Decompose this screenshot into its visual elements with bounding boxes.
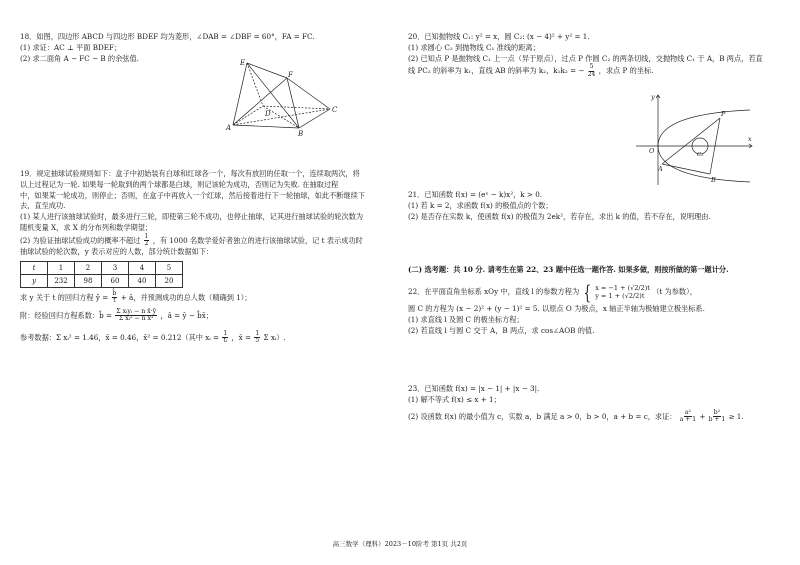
q21-part2: (2) 是否存在实数 k，使函数 f(x) 的极值为 2ek²，若存在，求出 k 的值，若不存在，说明理由.: [408, 211, 711, 221]
q18-figure: [225, 58, 355, 136]
page-footer: 高三数学（理科）2023－10阶考 第1页 共2页: [332, 540, 468, 548]
q23-fraction-1-numerator: a²: [684, 408, 691, 416]
q23-fraction-1-denominator: a + 1: [679, 415, 697, 423]
question-18: [20, 32, 382, 136]
table-header-cell: t: [21, 262, 48, 275]
q19-stem-line: 去，直至成功.: [20, 201, 66, 211]
q23-fraction-2-numerator: b²: [713, 408, 721, 416]
q22-stem-pre: 22．在平面直角坐标系 xOy 中，直线 l 的参数方程为: [408, 287, 580, 296]
q20-figure-label-o: O: [649, 147, 655, 155]
q19-fraction-denominator: 2: [144, 240, 149, 248]
q23-fraction-2: [709, 410, 726, 424]
q18-part1: (1) 求证：AC ⊥ 平面 BDEF；: [20, 42, 122, 52]
q20-part2-post: ，求点 P 的坐标.: [598, 66, 654, 76]
table-row: [21, 262, 183, 275]
q23-stem: 23．已知函数 f(x) = |x − 1| + |x − 3|.: [408, 384, 540, 393]
q18-figure-label-f: F: [288, 71, 293, 79]
q18-figure-label-d: D: [265, 110, 271, 118]
q19-probability-fraction: [144, 234, 150, 248]
section-2-text: (二) 选考题：共 10 分. 请考生在第 22、23 题中任选一题作答. 如果多做，则按所做的第一题计分.: [408, 265, 729, 274]
q19-data-table: [20, 261, 183, 288]
question-19: [20, 169, 382, 344]
q19-reference-denominator-1: tᵢ: [223, 337, 228, 345]
table-header-cell: 4: [129, 262, 156, 275]
table-cell: 232: [48, 275, 75, 288]
q22-parametric-equations: [581, 282, 649, 302]
q19-part2-post: ，有 1000 名数学爱好者独立的进行该抽球试验，记 t 表示成功时: [152, 235, 363, 245]
q19-reference-c: Σ xᵢ）.: [263, 332, 286, 342]
q19-regression-fraction: [112, 291, 118, 305]
table-header-cell: 2: [75, 262, 102, 275]
q22-part1: (1) 求直线 l 及圆 C 的极坐标方程；: [408, 314, 524, 324]
q22-equation-lines: [595, 284, 650, 300]
table-cell: y: [21, 275, 48, 288]
q18-stem: 18．如图，四边形 ABCD 与四边形 BDEF 均为菱形，∠DAB = ∠DBF = 60°，FA = FC.: [20, 32, 315, 41]
table-cell: 60: [102, 275, 129, 288]
q20-slope-denominator: 24: [587, 70, 596, 78]
q21-part1: (1) 若 k = 2，求函数 f(x) 的极值点的个数；: [408, 200, 553, 210]
q19-regression-pre: 求 y 关于 t 的回归方程 ŷ =: [20, 292, 109, 302]
q20-part2-line: (2) 已知点 P 是抛物线 C₁ 上一点（异于原点），过点 P 作圆 C₂ 的两条切线，交抛物线 C₁ 于 A，B 两点，若直: [408, 53, 763, 63]
table-header-cell: 3: [102, 262, 129, 275]
q20-figure-label-y: y: [651, 93, 655, 101]
q20-figure-label-a: A: [658, 165, 663, 173]
elective-section-heading: [408, 265, 780, 276]
q22-stem: [408, 282, 780, 302]
q19-part2-line: [20, 234, 382, 248]
table-row: [21, 275, 183, 288]
q20-figure-label-x: x: [748, 135, 752, 143]
q19-formula-line: [20, 309, 382, 323]
question-22: [408, 282, 780, 336]
q22-circle-line: 圆 C 的方程为 (x − 2)² + (y − 1)² = 5. 以原点 O 为极点，x 轴正半轴为极轴建立极坐标系.: [408, 304, 705, 313]
q23-part2-line: [408, 410, 780, 424]
q19-formula-numerator: Σ xᵢyᵢ − n x̄·ȳ: [116, 307, 157, 315]
q19-formula-label: 附：经验回归方程系数：b̂ =: [20, 310, 112, 320]
q19-regression-post: + â，并预测成功的总人数（精确到 1）；: [120, 292, 252, 302]
q20-slope-fraction: [588, 64, 596, 78]
q23-fraction-2-denominator: b + 1: [708, 415, 726, 423]
q19-reference-line: [20, 331, 382, 345]
q20-part2-line: [408, 64, 780, 78]
q22-equation-y: y = 1 + (√2/2)t: [595, 292, 645, 300]
q19-part2-line: 抽球试验的轮次数，y 表示对应的人数，部分统计数据如下：: [20, 247, 214, 257]
q19-reference-fraction-2: [254, 331, 260, 345]
q20-figure-label-c2: C₂: [697, 152, 704, 158]
q18-figure-label-a: A: [226, 124, 232, 132]
q19-regression-denominator: t: [113, 297, 116, 305]
q19-reference-numerator-2: 1: [255, 329, 260, 337]
q19-regression-line: [20, 291, 382, 305]
q19-part2-pre: (2) 为验证抽球试验成功的概率不超过: [20, 235, 141, 245]
q19-reference-b: ，x̄ =: [231, 332, 252, 342]
q22-stem-post: （t 为参数），: [652, 287, 697, 296]
q19-stem-line: 中，如果某一轮成功，则停止；否则，在盒子中再放入一个红球，然后接着进行下一轮抽球，如此不断继续下: [20, 190, 366, 200]
q19-reference-numerator-1: 1: [223, 329, 228, 337]
q19-formula-denominator: Σ xᵢ² − n x̄²: [118, 315, 154, 323]
table-cell: 20: [156, 275, 183, 288]
q20-part1: (1) 求圆心 C₂ 到抛物线 C₁ 准线的距离；: [408, 42, 540, 52]
q19-reference-fraction-1: [222, 331, 228, 345]
q23-fraction-1: [680, 410, 696, 424]
q23-part2-post: ≥ 1.: [728, 411, 744, 421]
q18-figure-label-b: B: [298, 130, 304, 136]
q18-figure-label-c: C: [332, 106, 338, 114]
q22-part2: (2) 若直线 l 与圆 C 交于 A，B 两点，求 cos∠AOB 的值.: [408, 325, 595, 335]
table-cell: 98: [75, 275, 102, 288]
q22-equation-x: x = −1 + (√2/2)t: [595, 283, 650, 292]
q20-figure-label-p: P: [721, 110, 726, 118]
question-21: [408, 190, 780, 222]
q20-slope-numerator: 5: [589, 63, 594, 71]
table-header-cell: 1: [48, 262, 75, 275]
q19-part1-line: (1) 某人进行该抽球试验时，最多进行三轮，即使第三轮不成功，也停止抽球，记其进行抽球试验的轮次数为: [20, 212, 364, 222]
q19-stem-line: 以上过程记为一轮. 如果每一轮取到的两个球都是白球，则记该轮为成功，否则记为失败. 在抽取过程: [20, 179, 339, 189]
q21-stem: 21．已知函数 f(x) = (eˣ − k)x²，k > 0.: [408, 190, 543, 199]
q18-part2: (2) 求二面角 A − FC − B 的余弦值.: [20, 53, 139, 63]
q19-part1-line: 随机变量 X，求 X 的分布列和数学期望；: [20, 222, 153, 232]
table-cell: 40: [129, 275, 156, 288]
q23-part2-pre: (2) 设函数 f(x) 的最小值为 c，实数 a，b 满足 a > 0，b > 0，a + b = c，求证：: [408, 411, 677, 421]
q19-stem-line: 19．规定抽球试验规则如下：盒子中初始装有白球和红球各一个，每次有放回的任取一个，连续取两次，将: [20, 169, 360, 178]
q20-figure: [632, 89, 756, 187]
q18-figure-label-e: E: [240, 59, 246, 67]
q19-fraction-numerator: 1: [144, 232, 149, 240]
q23-plus-sign: +: [699, 411, 706, 421]
q19-formula-tail: ，â = ȳ − b̂x̄；: [160, 310, 213, 320]
question-20: [408, 32, 780, 184]
q19-reference-a: 参考数据：Σ xᵢ² = 1.46，x̄ = 0.46，x̄² = 0.212（其中 xᵢ =: [20, 332, 220, 342]
q19-regression-numerator: b̂: [112, 290, 117, 298]
q20-stem: 20．已知抛物线 C₁: y² = x，圆 C₂: (x − 4)² + y² = 1.: [408, 32, 590, 41]
q19-formula-fraction: [115, 309, 157, 323]
question-23: [408, 384, 780, 423]
q20-figure-label-b: B: [711, 176, 716, 184]
left-brace: {: [584, 280, 592, 304]
q20-part2-pre: 线 PC₂ 的斜率为 k₁，直线 AB 的斜率为 k₂，k₁k₂ = −: [408, 66, 585, 76]
q23-part1: (1) 解不等式 f(x) ≤ x + 1；: [408, 394, 501, 404]
table-header-cell: 5: [156, 262, 183, 275]
q19-reference-denominator-2: 5: [255, 337, 260, 345]
